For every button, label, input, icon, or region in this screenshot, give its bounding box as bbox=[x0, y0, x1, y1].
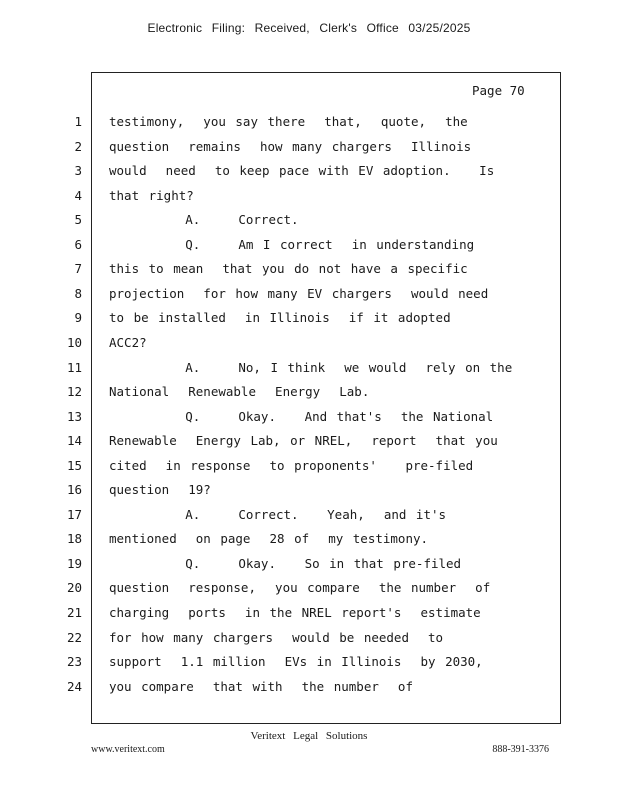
transcript-line-text: Q. Am I correct in understanding bbox=[109, 237, 475, 252]
line-number: 17 bbox=[66, 507, 82, 522]
line-number: 8 bbox=[74, 286, 82, 301]
footer-phone: 888-391-3376 bbox=[492, 744, 549, 755]
transcript-line-text: support 1.1 million EVs in Illinois by 2030, bbox=[109, 654, 483, 669]
transcript-line-text: charging ports in the NREL report's estimate bbox=[109, 605, 481, 620]
line-number: 14 bbox=[66, 433, 82, 448]
transcript-line-text: for how many chargers would be needed to bbox=[109, 630, 444, 645]
line-number: 9 bbox=[74, 310, 82, 325]
transcript-line-text: mentioned on page 28 of my testimony. bbox=[109, 531, 429, 546]
line-number: 15 bbox=[66, 458, 82, 473]
transcript-line-text: A. Correct. bbox=[109, 212, 299, 227]
transcript-line-text: A. No, I think we would rely on the bbox=[109, 360, 513, 375]
transcript-line-text: testimony, you say there that, quote, the bbox=[109, 114, 468, 129]
transcript-line-text: Q. Okay. So in that pre-filed bbox=[109, 556, 462, 571]
line-number: 20 bbox=[66, 580, 82, 595]
line-number: 19 bbox=[66, 556, 82, 571]
transcript-line-text: question response, you compare the number of bbox=[109, 580, 491, 595]
transcript-line-text: cited in response to proponents' pre-filed bbox=[109, 458, 474, 473]
transcript-line-text: Q. Okay. And that's the National bbox=[109, 409, 494, 424]
footer-company: Veritext Legal Solutions bbox=[250, 730, 368, 742]
line-number: 4 bbox=[74, 188, 82, 203]
transcript-line-text: to be installed in Illinois if it adopted bbox=[109, 310, 451, 325]
transcript-line-text: ACC2? bbox=[109, 335, 147, 350]
transcript-line-text: this to mean that you do not have a specific bbox=[109, 261, 468, 276]
transcript-line-text: National Renewable Energy Lab. bbox=[109, 384, 370, 399]
line-number: 7 bbox=[74, 261, 82, 276]
line-number: 18 bbox=[66, 531, 82, 546]
transcript-line-text: you compare that with the number of bbox=[109, 679, 413, 694]
footer-website: www.veritext.com bbox=[91, 744, 165, 755]
line-number: 3 bbox=[74, 163, 82, 178]
line-number: 23 bbox=[66, 654, 82, 669]
filing-stamp-header: Electronic Filing: Received, Clerk's Office 03/25/2025 bbox=[147, 21, 471, 35]
transcript-line-text: that right? bbox=[109, 188, 194, 203]
page-number: Page 70 bbox=[472, 83, 525, 98]
transcript-line-text: A. Correct. Yeah, and it's bbox=[109, 507, 447, 522]
line-number: 21 bbox=[66, 605, 82, 620]
line-number: 2 bbox=[74, 139, 82, 154]
line-number: 5 bbox=[74, 212, 82, 227]
line-number: 22 bbox=[66, 630, 82, 645]
line-number: 10 bbox=[66, 335, 82, 350]
line-number: 13 bbox=[66, 409, 82, 424]
transcript-line-text: Renewable Energy Lab, or NREL, report that you bbox=[109, 433, 498, 448]
transcript-line-text: would need to keep pace with EV adoption. Is bbox=[109, 163, 495, 178]
transcript-line-text: question 19? bbox=[109, 482, 211, 497]
line-number: 1 bbox=[74, 114, 82, 129]
line-number: 6 bbox=[74, 237, 82, 252]
line-number: 11 bbox=[66, 360, 82, 375]
transcript-line-text: projection for how many EV chargers would need bbox=[109, 286, 489, 301]
line-number: 12 bbox=[66, 384, 82, 399]
line-number: 24 bbox=[66, 679, 82, 694]
transcript-line-text: question remains how many chargers Illinois bbox=[109, 139, 472, 154]
line-number: 16 bbox=[66, 482, 82, 497]
